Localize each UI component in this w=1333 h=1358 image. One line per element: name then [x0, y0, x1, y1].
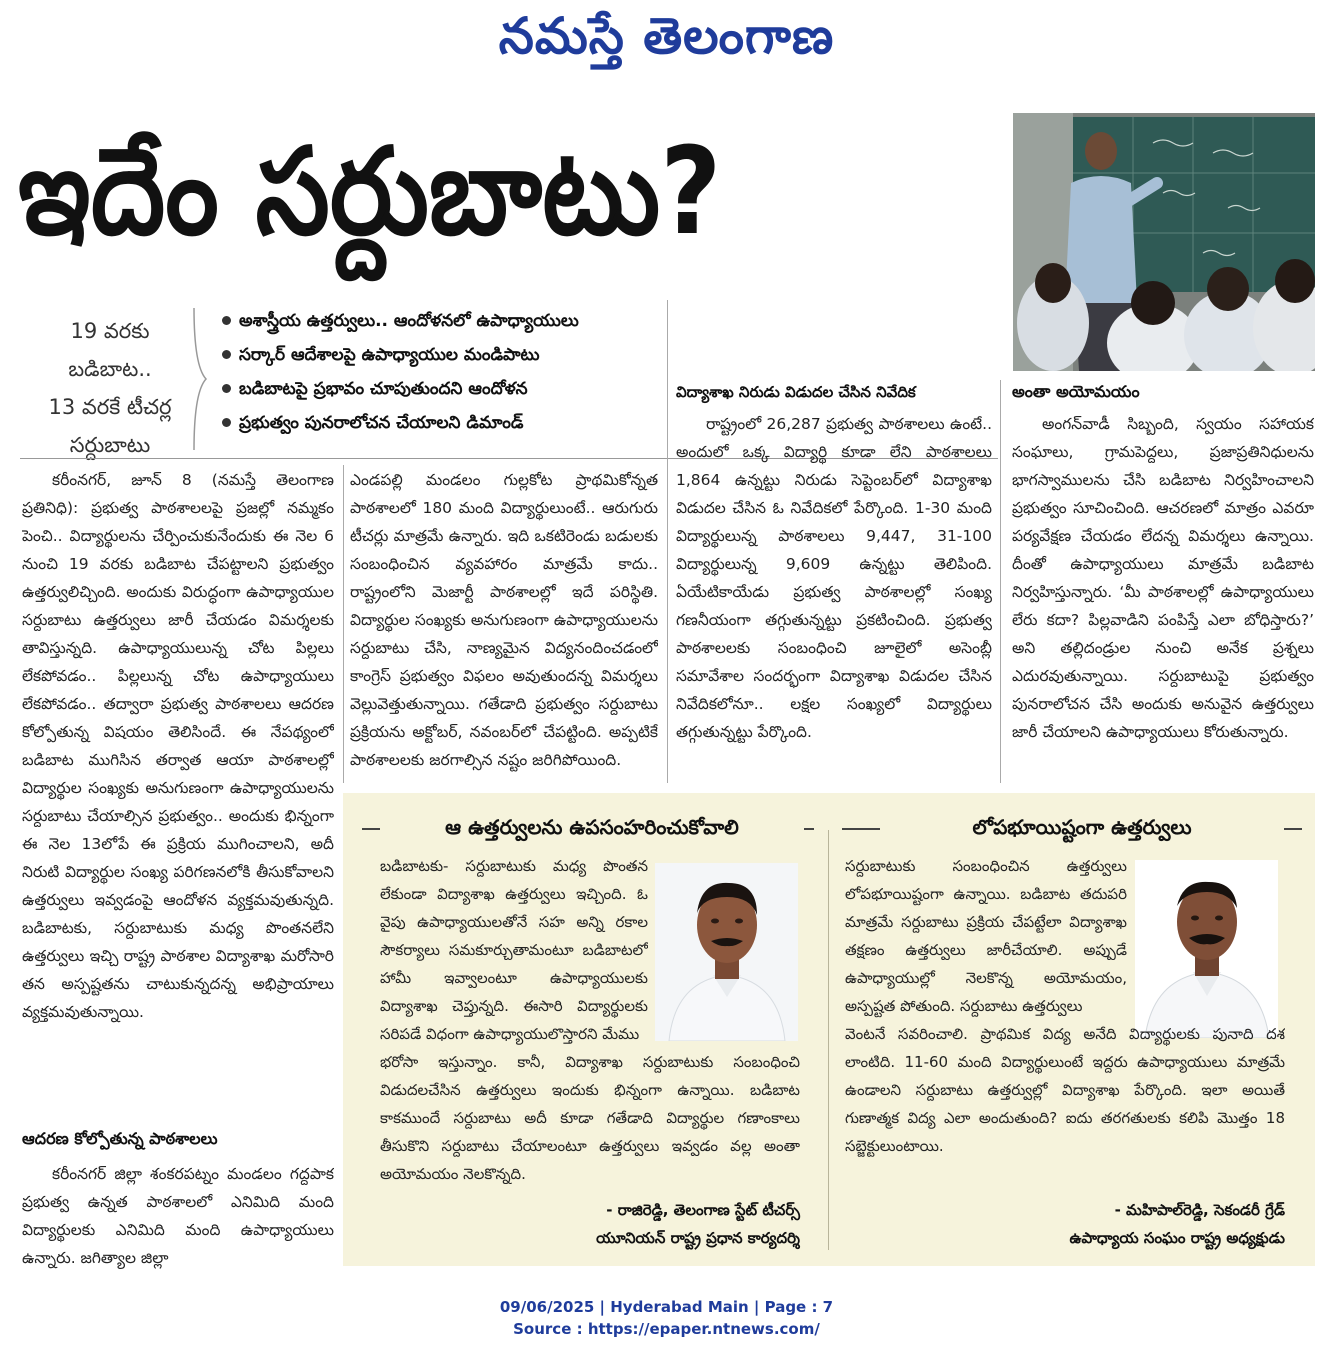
column-divider: [1000, 380, 1001, 783]
subhead-declining-schools: ఆదరణ కోల్పోతున్న పాఠశాలలు: [22, 1129, 218, 1148]
quote-left-body-top: [380, 852, 648, 1048]
kicker-line: సర్దుబాటు: [69, 433, 151, 457]
portrait-mahipalreddy-art: [1135, 860, 1278, 1038]
article-paragraph: రాష్ట్రంలో 26,287 ప్రభుత్వ పాఠశాలలు ఉంటే.. అందులో ఒక్క విద్యార్థి కూడా లేని పాఠశాలలు 1,864 ఉన్నట్టు నిరుడు సెప్టెంబర్‌లో విద్యాశాఖ విడుదల చేసిన ఓ నివేదికలో పేర్కొంది. 1-30 మంది విద్యార్థులున్న పాఠశాలలు 9,447, 31-100 విద్యార్థులున్న 9,609 ఉన్నట్టు తెలిపింది. ఏయేటికాయేడు ప్రభుత్వ పాఠశాలల్లో సంఖ్య గణనీయంగా తగ్గుతున్నట్టు ప్రకటించింది. ప్రభుత్వ పాఠశాలలకు సంబంధించి జూలైలో అసెంబ్లీ సమావేశాల సందర్భంగా విద్యాశాఖ విడుదల చేసిన నివేదికలోనూ.. లక్షల సంఖ్యలో విద్యార్థులు తగ్గుతున్నట్టు పేర్కొంది.: [676, 415, 992, 741]
bullet-dot-icon: [222, 418, 231, 427]
quote-right-text: సర్దుబాటుకు సంబంధించిన ఉత్తర్వులు లోపభూయిష్టంగా ఉన్నాయి. బడిబాట తదుపరి మాత్రమే సర్దుబాటు ప్రక్రియ చేపట్టేలా విద్యాశాఖ తక్షణం ఉత్తర్వులు జారీచేయాలి. అప్పుడే ఉపాధ్యాయుల్లో నెలకొన్న అయోమయం, అస్పష్టత పోతుంది. సర్దుబాటు ఉత్తర్వులు: [845, 857, 1127, 1015]
portrait-rajireddy-art: [655, 863, 798, 1041]
bullet-text: అశాస్త్రీయ ఉత్తర్వులు.. ఆందోళనలో ఉపాధ్యాయులు: [239, 311, 579, 331]
bullet-dot-icon: [222, 350, 231, 359]
bullet-item: [218, 406, 648, 440]
quote-left-signature-role: యూనియన్ రాష్ట్ర ప్రధాన కార్యదర్శి: [596, 1229, 800, 1247]
quote-divider: [828, 830, 829, 1250]
article-paragraph: ఎండపల్లి మండలం గుల్లకోట ప్రాథమికోన్నత పాఠశాలలో 180 మంది విద్యార్థులుంటే.. ఆరుగురు టీచర్లు మాత్రమే ఉన్నారు. ఇది ఒకటిరెండు బడులకు సంబంధించిన వ్యవహారం మాత్రమే కాదు.. రాష్ట్రంలోని మెజార్టీ పాఠశాలల్లో ఇదే పరిస్థితి. విద్యార్థుల సంఖ్యకు అనుగుణంగా ఉపాధ్యాయులను సర్దుబాటు చేసి, నాణ్యమైన విద్యనందించడంలో కాంగ్రెస్ ప్రభుత్వం విఫలం అవుతుందన్న విమర్శలు వెల్లువెత్తుతున్నాయి. గతేడాది ప్రభుత్వం సర్దుబాటు ప్రక్రియను అక్టోబర్, నవంబర్‌లో చేపట్టింది. అప్పటికే పాఠశాలలకు జరగాల్సిన నష్టం జరిగిపోయింది.: [350, 471, 658, 769]
masthead-title: నమస్తే తెలంగాణ: [498, 6, 835, 65]
quote-right-title: లోపభూయిష్టంగా ఉత్తర్వులు: [880, 810, 1284, 844]
highlight-bullets: [218, 304, 648, 440]
bullet-text: సర్కార్ ఆదేశాలపై ఉపాధ్యాయుల మండిపాటు: [239, 345, 540, 365]
kicker-line: 19 వరకు: [70, 319, 150, 343]
bullet-item: [218, 304, 648, 338]
article-paragraph: అంగన్‌వాడీ సిబ్బంది, స్వయం సహాయక సంఘాలు, గ్రామపెద్దలు, ప్రజాప్రతినిధులను భాగస్వాములను చేసి బడిబాట నిర్వహించాలని ప్రభుత్వం సూచించింది. ఆచరణలో మాత్రం ఎవరూ పర్యవేక్షణ చేయడం లేదన్న విమర్శలు ఉన్నాయి. దీంతో ఉపాధ్యాయులు మాత్రమే బడిబాట నిర్వహిస్తున్నారు. ‘మీ పాఠశాలల్లో ఉపాధ్యాయులు లేరు కదా? పిల్లవాడిని పంపిస్తే ఎలా బోధిస్తారు?’ అని తల్లిదండ్రుల నుంచి అనేక ప్రశ్నలు ఎదురవుతున్నాయి. సర్దుబాటుపై ప్రభుత్వం పునరాలోచన చేసి అందుకు అనువైన ఉత్తర్వులు జారీ చేయాలని ఉపాధ్యాయులు కోరుతున్నారు.: [1012, 415, 1314, 741]
bullet-item: [218, 338, 648, 372]
footer-edition-info: 09/06/2025 | Hyderabad Main | Page : 7: [499, 1298, 834, 1316]
portrait-mahipalreddy: [1135, 860, 1278, 1038]
kicker: [40, 312, 180, 464]
headline: ఇదేం సర్దుబాటు?: [18, 123, 722, 262]
quote-right-body-bottom: [845, 1020, 1285, 1188]
quote-right-signature-role: ఉపాధ్యాయ సంఘం రాష్ట్ర అధ్యక్షుడు: [1069, 1229, 1285, 1247]
quote-left-text: బడిబాటకు- సర్దుబాటుకు మధ్య పొంతన లేకుండా విద్యాశాఖ ఉత్తర్వులు ఇచ్చింది. ఓ వైపు ఉపాధ్యాయులతోనే సహ అన్ని రకాల సౌకర్యాలు సమకూర్చుతామంటూ బడిబాటలో హామీ ఇవ్వాలంటూ ఉపాధ్యాయులకు విద్యాశాఖ చెప్తున్నది. ఈసారి విద్యార్థులకు సరిపడే విధంగా ఉపాధ్యాయులొస్తారని మేము: [380, 857, 648, 1043]
kicker-line: బడిబాట..: [68, 357, 152, 381]
article-paragraph: కరీంనగర్ జిల్లా శంకరపట్నం మండలం గద్దపాక ప్రభుత్వ ఉన్నత పాఠశాలలో ఎనిమిది మంది విద్యార్థులకు ఎనిమిది మంది ఉపాధ్యాయులు ఉన్నారు. జగిత్యాల జిల్లా: [22, 1165, 334, 1267]
quote-right-body-top: [845, 852, 1127, 1020]
bullet-dot-icon: [222, 384, 231, 393]
quote-left-body-bottom: [380, 1048, 800, 1188]
classroom-photo: [1013, 113, 1315, 371]
article-column-2: [350, 466, 658, 776]
quote-right-text-continued: వెంటనే సవరించాలి. ప్రాథమిక విద్య అనేది విద్యార్థులకు పునాది దశ లాంటిది. 11-60 మంది విద్యార్థులుంటే ఇద్దరు ఉపాధ్యాయులు మాత్రమే ఉండాలని సర్దుబాటు ఉత్తర్వుల్లో విద్యాశాఖ పేర్కొంది. ఇలా అయితే గుణాత్మక విద్య ఎలా అందుతుంది? ఐదు తరగతులకు కలిపి మొత్తం 18 సబ్జెక్టులుంటాయి.: [845, 1025, 1285, 1155]
article-column-3: [676, 410, 992, 776]
column-divider: [343, 465, 344, 783]
kicker-bracket-icon: [190, 306, 212, 452]
quote-left-signature-name: - రాజిరెడ్డి, తెలంగాణ స్టేట్ టీచర్స్: [606, 1201, 800, 1219]
subhead-department-report: విద్యాశాఖ నిరుడు విడుదల చేసిన నివేదిక: [676, 383, 916, 401]
article-paragraph: కరీంనగర్, జూన్ 8 (నమస్తే తెలంగాణ ప్రతినిధి): ప్రభుత్వ పాఠశాలలపై ప్రజల్లో నమ్మకం పెంచి.. విద్యార్థులను చేర్పించుకునేందుకు ఈ నెల 6 నుంచి 19 వరకు బడిబాట చేపట్టాలని ప్రభుత్వం ఉత్తర్వులిచ్చింది. అందుకు విరుద్ధంగా ఉపాధ్యాయుల సర్దుబాటు ఉత్తర్వులు జారీ చేయడం విమర్శలకు తావిస్తున్నది. ఉపాధ్యాయులున్న చోట పిల్లలు లేకపోవడం.. పిల్లలున్న చోట ఉపాధ్యాయులు లేకపోవడం.. తద్వారా ప్రభుత్వ పాఠశాలలు ఆదరణ కోల్పోతున్న విషయం తెలిసిందే. ఈ నేపథ్యంలో బడిబాట ముగిసిన తర్వాత ఆయా పాఠశాలల్లో విద్యార్థుల సంఖ్యకు అనుగుణంగా ఉపాధ్యాయులను సర్దుబాటు చేయాల్సిన ప్రభుత్వం.. అందుకు భిన్నంగా ఈ నెల 13లోపే ఈ ప్రక్రియ ముగించాలని, అదీ నిరుటి విద్యార్థుల సంఖ్య పరిగణనలోకి తీసుకోవాలని ఉత్తర్వులు ఇవ్వడంపై ఆందోళన వ్యక్తమవుతున్నది. బడిబాటకు, సర్దుబాటుకు మధ్య పొంతనలేని ఉత్తర్వులు ఇచ్చి రాష్ట్ర పాఠశాల విద్యాశాఖ మరోసారి తన అస్పష్టతను చాటుకున్నదన్న అభిప్రాయాలు వ్యక్తమవుతున్నాయి.: [22, 471, 334, 1021]
classroom-photo-art: [1013, 113, 1315, 371]
column-divider: [667, 300, 668, 783]
subhead-confusion: అంతా అయోమయం: [1012, 382, 1140, 401]
bullet-item: [218, 372, 648, 406]
portrait-rajireddy: [655, 863, 798, 1041]
article-column-1b: [22, 1160, 334, 1272]
quote-left-title: ఆ ఉత్తర్వులను ఉపసంహరించుకోవాలి: [380, 810, 804, 844]
quote-right-signature-name: - మహిపాల్‌రెడ్డి, సెకండరీ గ్రేడ్: [1114, 1201, 1285, 1219]
bullet-dot-icon: [222, 316, 231, 325]
bullet-text: ప్రభుత్వం పునరాలోచన చేయాలని డిమాండ్: [239, 413, 524, 433]
article-column-1: [22, 466, 334, 1116]
quote-left-text-continued: భరోసా ఇస్తున్నాం. కానీ, విద్యాశాఖ సర్దుబాటుకు సంబంధించి విడుదలచేసిన ఉత్తర్వులు ఇందుకు భిన్నంగా ఉన్నాయి. బడిబాట కాకముందే సర్దుబాటు అదీ కూడా గతేడాది విద్యార్థుల గణాంకాలు తీసుకొని సర్దుబాటు చేయాలంటూ ఉత్తర్వులు ఇవ్వడం వల్ల అంతా అయోమయం నెలకొన్నది.: [380, 1053, 800, 1183]
footer-source: Source : https://epaper.ntnews.com/: [513, 1320, 820, 1338]
kicker-line: 13 వరకే టీచర్ల: [48, 395, 172, 419]
article-column-4: [1012, 410, 1314, 776]
bullet-text: బడిబాటపై ప్రభావం చూపుతుందని ఆందోళన: [239, 379, 528, 399]
